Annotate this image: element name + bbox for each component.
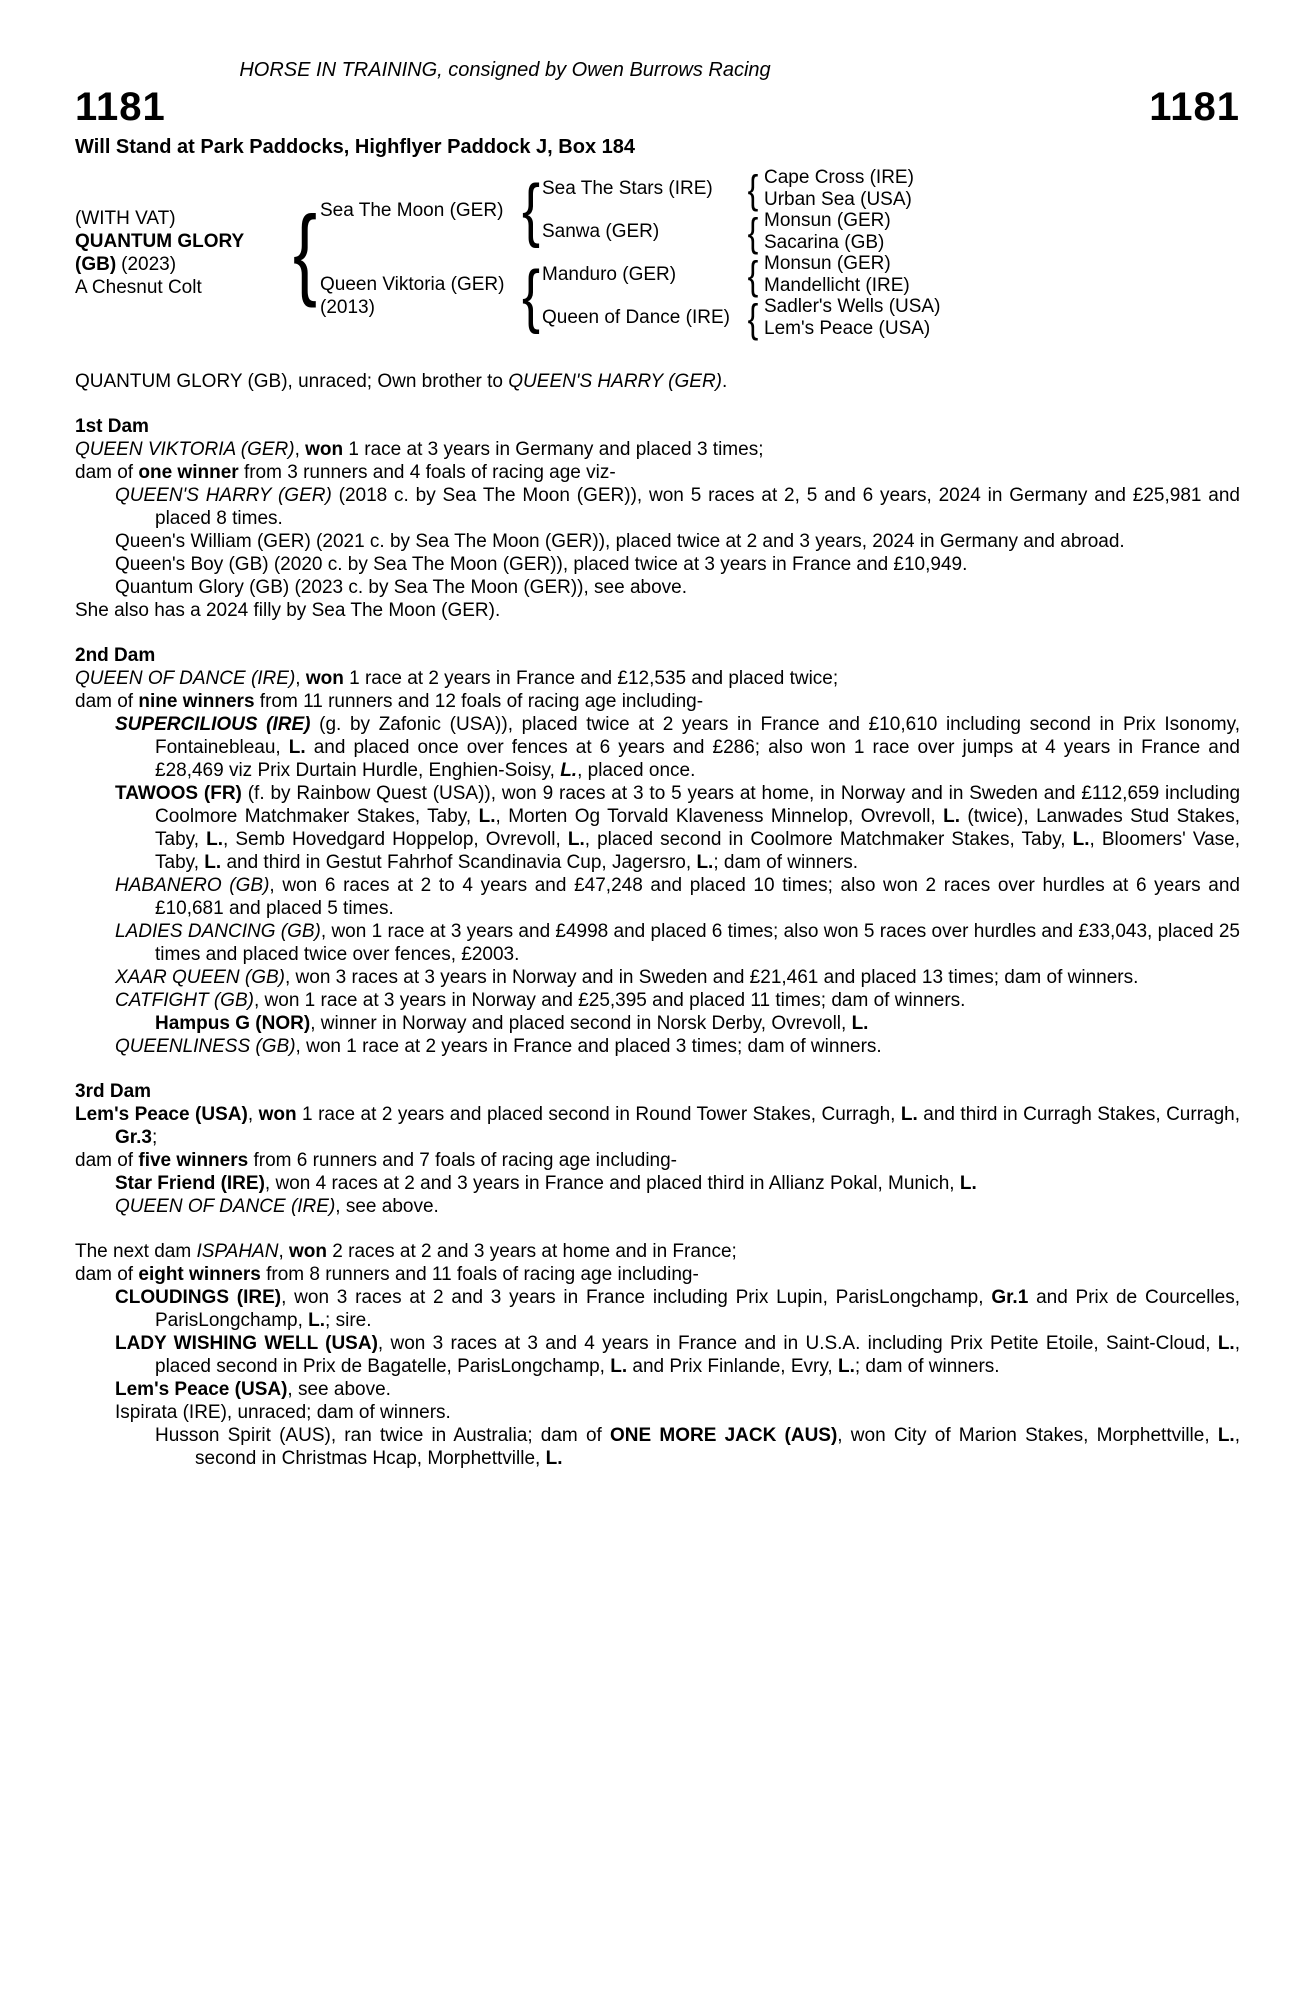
section-heading [75,644,1240,667]
ancestor-name: Sadler's Wells (USA) [764,296,941,317]
text-line [115,989,1240,1012]
pedigree-brace-icon [290,167,320,339]
text-segment: HABANERO (GB) [115,875,270,896]
text-segment: QUEEN'S HARRY (GER) [115,485,332,506]
text-line [115,920,1240,966]
text-segment: Lem's Peace (USA) [75,1104,248,1125]
text-segment: L. [696,852,714,873]
text-line [75,690,1240,713]
vat-note: (WITH VAT) [75,208,176,229]
text-line [75,438,1240,461]
text-segment: , [295,668,306,689]
text-segment: Star Friend (IRE) [115,1173,265,1194]
dam-name-text: Queen Viktoria (GER) [320,274,505,295]
great-grandparents-pair [764,253,1240,296]
granddam-name: Sanwa (GER) [542,221,660,242]
text-line [115,1286,1240,1332]
text-segment: L. [837,1356,855,1377]
text-segment: Queen's Boy (GB) (2020 c. by Sea The Moon (GER)), placed twice at 3 years in France and £10,949. [115,554,968,575]
text-segment: , placed second in Coolmore Matchmaker Stakes, Taby, [584,829,1073,850]
text-segment: Gr.1 [991,1287,1029,1308]
brace-glyph: { [747,295,759,340]
text-segment: QUANTUM GLORY (GB), unraced; Own brother to [75,371,509,392]
text-segment: TAWOOS (FR) [115,783,242,804]
text-line [115,782,1240,874]
text-line [155,1424,1240,1470]
text-segment: L. [943,806,961,827]
horse-name: QUANTUM GLORY [75,231,245,252]
pedigree-text [75,370,1240,1470]
text-segment: , won 3 races at 3 years in Norway and in Sweden and £21,461 and placed 13 times; dam of winners. [284,967,1139,988]
text-segment: from 3 runners and 4 foals of racing age viz- [238,462,616,483]
text-line [115,1195,1240,1218]
text-segment: L. [545,1448,563,1469]
ancestor-name: Sacarina (GB) [764,231,885,253]
grandsire-name: Sea The Stars (IRE) [542,178,713,199]
text-segment: won [305,668,344,689]
sire-name [320,167,520,253]
text-segment: She also has a 2024 filly by Sea The Moon (GER). [75,600,501,621]
text-segment: , won 3 races at 2 and 3 years in France including Prix Lupin, ParisLongchamp, [281,1287,992,1308]
text-segment: L. [1217,1425,1235,1446]
text-segment: L. [610,1356,628,1377]
text-segment: QUEEN VIKTORIA (GER) [75,439,295,460]
text-segment: LADIES DANCING (GB) [115,921,321,942]
grandsire-name: Manduro (GER) [542,264,677,285]
text-segment: nine winners [138,691,255,712]
text-segment: L. [959,1173,977,1194]
text-segment: (g. by Zafonic (USA)), placed twice at 2 years in France and £10,610 including second in Prix Isonomy, Fontainebleau, [155,714,1241,758]
text-segment: 1st Dam [75,416,149,437]
ancestor-name: Mandellicht (IRE) [764,274,910,296]
text-line [75,461,1240,484]
text-segment: The next dam [75,1241,197,1262]
text-segment: 2 races at 2 and 3 years at home and in France; [327,1241,737,1262]
text-segment: , [294,439,306,460]
text-segment: , [247,1104,259,1125]
text-segment: , won 3 races at 3 and 4 years in France and in U.S.A. including Prix Petite Etoile, Saint-Cloud, [377,1333,1218,1354]
text-segment: Gr.3 [115,1127,152,1148]
text-segment: ; [151,1127,158,1148]
pedigree-brace-icon [742,210,764,253]
text-segment: L. [851,1013,869,1034]
text-segment: , Morten Og Torvald Klaveness Minnelop, Ovrevoll, [495,806,944,827]
text-segment: L. [900,1104,918,1125]
text-segment: ONE MORE JACK (AUS) [610,1425,838,1446]
text-line [75,1103,1240,1149]
text-segment: (f. by Rainbow Quest (USA)), won 9 races at 3 to 5 years at home, in Norway and in Sweden and £112,659 including Coolmore Matchmaker Stakes, Taby, [155,783,1241,827]
ancestor-name: Lem's Peace (USA) [764,317,931,339]
text-segment: , won 1 race at 2 years in France and placed 3 times; dam of winners. [295,1036,882,1057]
horse-year-line [75,253,290,276]
brace-glyph: { [747,252,759,297]
text-segment: QUEEN'S HARRY (GER) [508,371,722,392]
text-segment: dam of [75,462,139,483]
dam-name [320,253,520,339]
text-line [115,874,1240,920]
lot-number-right: 1181 [1149,85,1240,129]
text-segment: L. [1072,829,1090,850]
text-line [115,966,1240,989]
text-segment: one winner [138,462,239,483]
text-segment: , [278,1241,290,1262]
pedigree-brace-icon [742,253,764,296]
pedigree-table [75,167,1240,339]
horse-description: A Chesnut Colt [75,277,202,298]
text-line [115,1035,1240,1058]
text-segment: 1 race at 2 years and placed second in Round Tower Stakes, Curragh, [296,1104,901,1125]
text-line [115,1401,1240,1424]
text-line [115,530,1240,553]
brace-glyph: { [521,171,541,249]
text-segment: XAAR QUEEN (GB) [115,967,285,988]
text-line [115,1378,1240,1401]
text-segment: , winner in Norway and placed second in Norsk Derby, Ovrevoll, [310,1013,852,1034]
section-heading [75,1080,1240,1103]
great-grandparents-pair [764,167,1240,210]
text-segment: from 8 runners and 11 foals of racing age including- [260,1264,699,1285]
ancestor-name: Urban Sea (USA) [764,188,912,210]
text-segment: and third in Gestut Fahrhof Scandinavia Cup, Jagersro, [221,852,697,873]
text-segment: Quantum Glory (GB) (2023 c. by Sea The Moon (GER)), see above. [115,577,688,598]
text-segment: ; sire. [325,1310,372,1331]
text-line [75,370,1240,393]
text-segment: L. [308,1310,326,1331]
text-segment: 3rd Dam [75,1081,152,1102]
text-segment: SUPERCILIOUS (IRE) [115,714,311,735]
text-segment: CATFIGHT (GB) [115,990,254,1011]
granddam-name: Queen of Dance (IRE) [542,307,730,328]
text-segment: , second in Christmas Hcap, Morphettville, [195,1425,1240,1469]
consignor-line: HORSE IN TRAINING, consigned by Owen Burrows Racing [239,59,771,81]
ancestor-name: Monsun (GER) [764,210,891,231]
ancestor-name: Cape Cross (IRE) [764,167,914,188]
text-segment: Hampus G (NOR) [155,1013,311,1034]
horse-details [75,167,290,339]
text-segment: dam of [75,1264,139,1285]
text-segment: (2018 c. by Sea The Moon (GER)), won 5 races at 2, 5 and 6 years, 2024 in Germany and £25,981 and placed 8 times. [155,485,1240,529]
ancestor-name: Monsun (GER) [764,253,891,274]
stand-location-line: Will Stand at Park Paddocks, Highflyer Paddock J, Box 184 [75,136,635,158]
great-grandparents-pair [764,210,1240,253]
text-segment: , won 4 races at 2 and 3 years in France and placed third in Allianz Pokal, Munich, [264,1173,960,1194]
text-segment: dam of [75,1150,139,1171]
sire-name-text: Sea The Moon (GER) [320,199,504,221]
text-segment: Queen's William (GER) (2021 c. by Sea The Moon (GER)), placed twice at 2 and 3 years, 2024 in Germany and abroad. [115,531,1125,552]
pedigree-brace-icon [520,253,542,339]
text-segment: won [258,1104,297,1125]
text-segment: won [305,439,344,460]
text-segment: (twice), Lanwades Stud Stakes, Taby, [155,806,1240,850]
brace-glyph: { [747,166,759,211]
text-line [115,484,1240,530]
brace-glyph: { [521,257,541,335]
text-line [115,713,1240,782]
pedigree-brace-icon [520,167,542,253]
text-segment: , placed second in Prix de Bagatelle, ParisLongchamp, [155,1333,1240,1377]
section-heading [75,415,1240,438]
text-segment: QUEENLINESS (GB) [115,1036,296,1057]
text-segment: , won 1 race at 3 years in Norway and £25,395 and placed 11 times; dam of winners. [253,990,966,1011]
text-segment: Husson Spirit (AUS), ran twice in Australia; dam of [155,1425,611,1446]
text-segment: , won City of Marion Stakes, Morphettville, [837,1425,1218,1446]
lot-number-row [75,85,1240,129]
text-line [75,667,1240,690]
text-segment: Lem's Peace (USA) [115,1379,288,1400]
text-segment: CLOUDINGS (IRE) [115,1287,282,1308]
text-segment: L. [1217,1333,1235,1354]
text-segment: , placed once. [577,760,696,781]
text-segment: 1 race at 2 years in France and £12,535 and placed twice; [343,668,839,689]
text-segment: dam of [75,691,139,712]
text-segment: LADY WISHING WELL (USA) [115,1333,378,1354]
brace-glyph: { [292,197,318,309]
text-segment: . [722,371,728,392]
text-line [115,576,1240,599]
text-segment: , Bloomers' Vase, Taby, [155,829,1241,873]
text-segment: L. [478,806,496,827]
text-segment: from 6 runners and 7 foals of racing age including- [248,1150,678,1171]
text-segment: L. [288,737,306,758]
pedigree-brace-icon [742,296,764,339]
text-segment: , see above. [335,1196,439,1217]
text-line [115,553,1240,576]
great-grandparents-pair [764,296,1240,339]
text-segment: L. [567,829,585,850]
text-line [115,1332,1240,1378]
pedigree-brace-icon [742,167,764,210]
text-segment: L. [560,760,578,781]
lot-number-left: 1181 [75,85,166,129]
text-segment: Ispirata (IRE), unraced; dam of winners. [115,1402,451,1423]
dam-year-text: (2013) [320,297,375,318]
text-line [155,1012,1240,1035]
text-segment: ISPAHAN [196,1241,279,1262]
text-segment: QUEEN OF DANCE (IRE) [115,1196,336,1217]
text-segment: and third in Curragh Stakes, Curragh, [917,1104,1240,1125]
text-segment: five winners [138,1150,249,1171]
text-segment: L. [204,852,222,873]
text-segment: won [289,1241,328,1262]
text-segment: 2nd Dam [75,645,156,666]
text-segment: L. [206,829,223,850]
text-segment: , Semb Hovedgard Hoppelop, Ovrevoll, [222,829,568,850]
text-segment: , see above. [287,1379,391,1400]
brace-glyph: { [747,209,759,254]
text-segment: ; dam of winners. [713,852,858,873]
text-segment: from 11 runners and 12 foals of racing age including- [254,691,704,712]
text-line [115,1172,1240,1195]
text-segment: and Prix de Courcelles, ParisLongchamp, [155,1287,1240,1331]
text-segment: ; dam of winners. [854,1356,1000,1377]
horse-country-suffix: (GB) [75,254,117,275]
text-segment: , won 1 race at 3 years and £4998 and placed 6 times; also won 5 races over hurdles and £33,043, placed 25 times and placed twice over fences, £2003. [155,921,1240,965]
text-segment: 1 race at 3 years in Germany and placed 3 times; [343,439,764,460]
text-line [75,1263,1240,1286]
text-line [75,1149,1240,1172]
text-line [75,1240,1240,1263]
text-segment: and placed once over fences at 6 years and £286; also won 1 race over jumps at 4 years in France and £28,469 viz Prix Durtain Hurdle, Enghien-Soisy, [155,737,1240,781]
text-line [75,599,1240,622]
text-segment: , won 6 races at 2 to 4 years and £47,248 and placed 10 times; also won 2 races over hurdles at 6 years and £10,681 and placed 5 times. [155,875,1240,919]
text-segment: QUEEN OF DANCE (IRE) [75,668,296,689]
text-segment: and Prix Finlande, Evry, [627,1356,838,1377]
horse-birth-year: (2023) [121,254,177,275]
text-segment: eight winners [138,1264,261,1285]
